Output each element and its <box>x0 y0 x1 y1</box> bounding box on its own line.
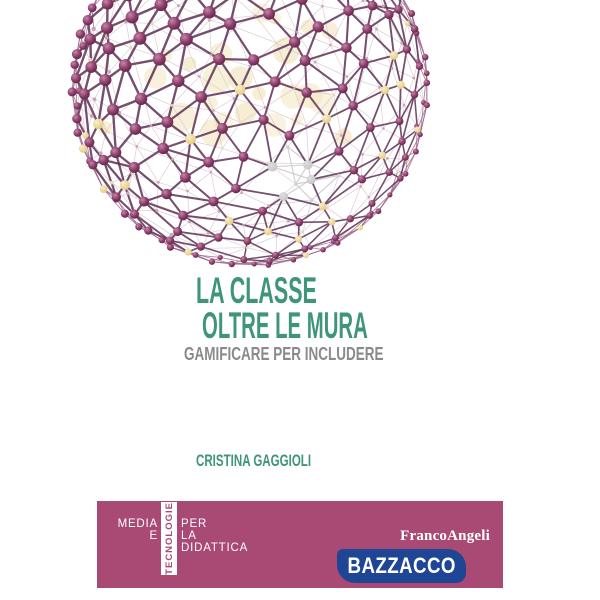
bookseller-stamp-label: BAZZACCO <box>347 553 456 578</box>
series-vertical-strip <box>161 502 177 575</box>
bookseller-stamp-badge <box>337 549 466 583</box>
series-word-e: E <box>149 530 158 542</box>
series-word-didattica: DIDATTICA <box>181 542 249 554</box>
title-line-1: LA CLASSE <box>196 270 317 311</box>
title-line-2: OLTRE LE MURA <box>202 305 368 346</box>
network-sphere-graphic <box>0 0 600 280</box>
series-band <box>97 501 503 588</box>
series-word-media: MEDIA <box>117 518 158 530</box>
series-word-la: LA <box>181 530 197 542</box>
subtitle: GAMIFICARE PER INCLUDERE <box>184 344 384 364</box>
publisher-logo: FrancoAngeli <box>400 528 490 544</box>
series-word-per: PER <box>181 518 208 530</box>
series-word-tecnologie: TECNOLOGIE <box>163 502 175 575</box>
author-name: CRISTINA GAGGIOLI <box>196 452 312 470</box>
